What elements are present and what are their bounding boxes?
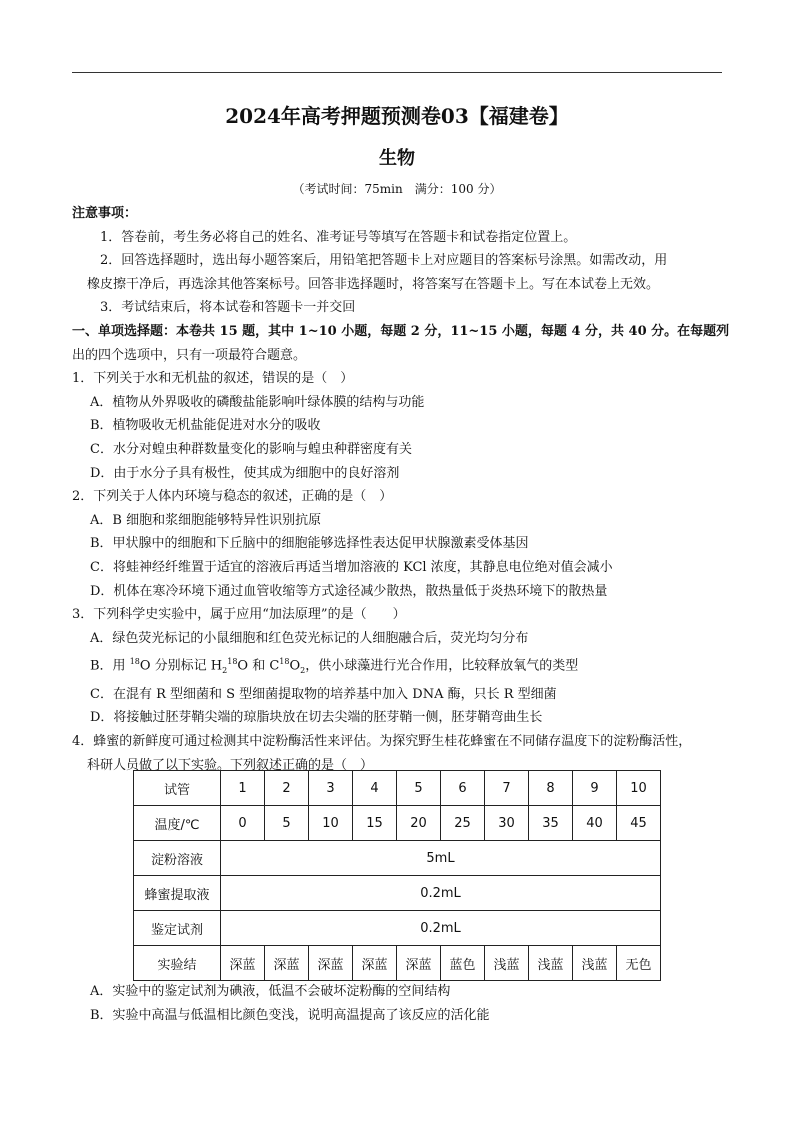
subject-title: 生物 <box>379 148 415 169</box>
option: B．用 $^{18}$O 分别标记 $H_2^{18}O$ 和 $C^{18}O_2$，供小球藻进行光合作用，比较释放氧气的类型 <box>90 657 579 676</box>
exam-meta: （考试时间：75min 满分：100 分） <box>292 182 502 196</box>
notice-item: 1．答卷前，考生务必将自己的姓名、准考证号等填写在答题卡和试卷指定位置上。 <box>100 229 577 245</box>
option: C．在混有 R 型细菌和 S 型细菌提取物的培养基中加入 DNA 酶，只长 R 型细菌 <box>90 686 557 702</box>
cell: 深蓝 <box>397 946 441 981</box>
cell: 3 <box>309 771 353 806</box>
table-row <box>134 876 661 911</box>
cell: 40 <box>573 806 617 841</box>
option: A．植物从外界吸收的磷酸盐能影响叶绿体膜的结构与功能 <box>90 394 425 410</box>
cell: 10 <box>617 771 661 806</box>
question-stem-cont: 科研人员做了以下实验。下列叙述正确的是（ ） <box>87 757 374 773</box>
question-stem: 4．蜂蜜的新鲜度可通过检测其中淀粉酶活性来评估。为探究野生桂花蜂蜜在不同储存温度下的淀粉酶活性， <box>72 733 692 749</box>
cell: 35 <box>529 806 573 841</box>
cell: 蓝色 <box>441 946 485 981</box>
cell: 25 <box>441 806 485 841</box>
option: A．实验中的鉴定试剂为碘液，低温不会破坏淀粉酶的空间结构 <box>90 984 451 999</box>
page-title: 2024年高考押题预测卷03【福建卷】 <box>225 104 569 128</box>
cell: 2 <box>265 771 309 806</box>
row-label: 淀粉溶液 <box>134 841 221 876</box>
notice-item: 3．考试结束后，将本试卷和答题卡一并交回 <box>100 300 356 316</box>
cell: 0.2mL <box>221 876 661 911</box>
cell: 7 <box>485 771 529 806</box>
experiment-table <box>133 770 661 981</box>
table-row <box>134 946 661 981</box>
cell: 浅蓝 <box>485 946 529 981</box>
row-label: 蜂蜜提取液 <box>134 876 221 911</box>
question-stem: 3．下列科学史实验中，属于应用“加法原理”的是（ ） <box>72 607 406 623</box>
cell: 6 <box>441 771 485 806</box>
cell: 4 <box>353 771 397 806</box>
cell: 深蓝 <box>353 946 397 981</box>
cell: 45 <box>617 806 661 841</box>
option: D．机体在寒冷环境下通过血管收缩等方式途径减少散热，散热量低于炎热环境下的散热量 <box>90 583 608 599</box>
cell: 5mL <box>221 841 661 876</box>
cell: 15 <box>353 806 397 841</box>
row-label: 温度/℃ <box>134 806 221 841</box>
cell: 5 <box>265 806 309 841</box>
cell: 浅蓝 <box>529 946 573 981</box>
exam-body <box>72 202 732 777</box>
table-row <box>134 771 661 806</box>
option: D．将接触过胚芽鞘尖端的琼脂块放在切去尖端的胚芽鞘一侧，胚芽鞘弯曲生长 <box>90 710 543 726</box>
row-label: 鉴定试剂 <box>134 911 221 946</box>
cell: 9 <box>573 771 617 806</box>
section-heading: 一、单项选择题：本卷共 15 题，其中 1~10 小题，每题 2 分，11~15 小题，每题 4 分，共 40 分。在每题列 <box>72 323 730 339</box>
question-stem: 2．下列关于人体内环境与稳态的叙述，正确的是（ ） <box>72 489 393 505</box>
table-row <box>134 911 661 946</box>
row-label: 实验结 <box>134 946 221 981</box>
cell: 8 <box>529 771 573 806</box>
cell: 深蓝 <box>265 946 309 981</box>
option: C．将蛙神经纤维置于适宜的溶液后再适当增加溶液的 KCl 浓度，其静息电位绝对值会减小 <box>90 559 613 575</box>
table-row <box>134 841 661 876</box>
table-row <box>134 806 661 841</box>
cell: 5 <box>397 771 441 806</box>
option: B．实验中高温与低温相比颜色变浅，说明高温提高了该反应的活化能 <box>90 1007 490 1023</box>
header-rule <box>72 72 722 73</box>
option: B．植物吸收无机盐能促进对水分的吸收 <box>90 418 321 434</box>
option: C．水分对蝗虫种群数量变化的影响与蝗虫种群密度有关 <box>90 441 412 457</box>
cell: 30 <box>485 806 529 841</box>
notice-item: 2．回答选择题时，选出每小题答案后，用铅笔把答题卡上对应题目的答案标号涂黑。如需改动，用 <box>100 253 668 269</box>
row-label: 试管 <box>134 771 221 806</box>
notice-item: 橡皮擦干净后，再选涂其他答案标号。回答非选择题时，将答案写在答题卡上。写在本试卷上无效。 <box>87 276 660 292</box>
cell: 20 <box>397 806 441 841</box>
cell: 0.2mL <box>221 911 661 946</box>
option: B．甲状腺中的细胞和下丘脑中的细胞能够选择性表达促甲状腺激素受体基因 <box>90 536 529 552</box>
cell: 0 <box>221 806 265 841</box>
notice-heading: 注意事项： <box>72 206 138 221</box>
cell: 10 <box>309 806 353 841</box>
question-stem: 1．下列关于水和无机盐的叙述，错误的是（ ） <box>72 371 354 387</box>
cell: 1 <box>221 771 265 806</box>
cell: 深蓝 <box>309 946 353 981</box>
option: A．B 细胞和浆细胞能够特异性识别抗原 <box>90 512 322 528</box>
cell: 深蓝 <box>221 946 265 981</box>
cell: 浅蓝 <box>573 946 617 981</box>
cell: 无色 <box>617 946 661 981</box>
section-heading-cont: 出的四个选项中，只有一项最符合题意。 <box>72 347 307 363</box>
option: D．由于水分子具有极性，使其成为细胞中的良好溶剂 <box>90 465 400 481</box>
question-4-options <box>72 980 490 1027</box>
option: A．绿色荧光标记的小鼠细胞和红色荧光标记的人细胞融合后，荧光均匀分布 <box>90 630 529 646</box>
